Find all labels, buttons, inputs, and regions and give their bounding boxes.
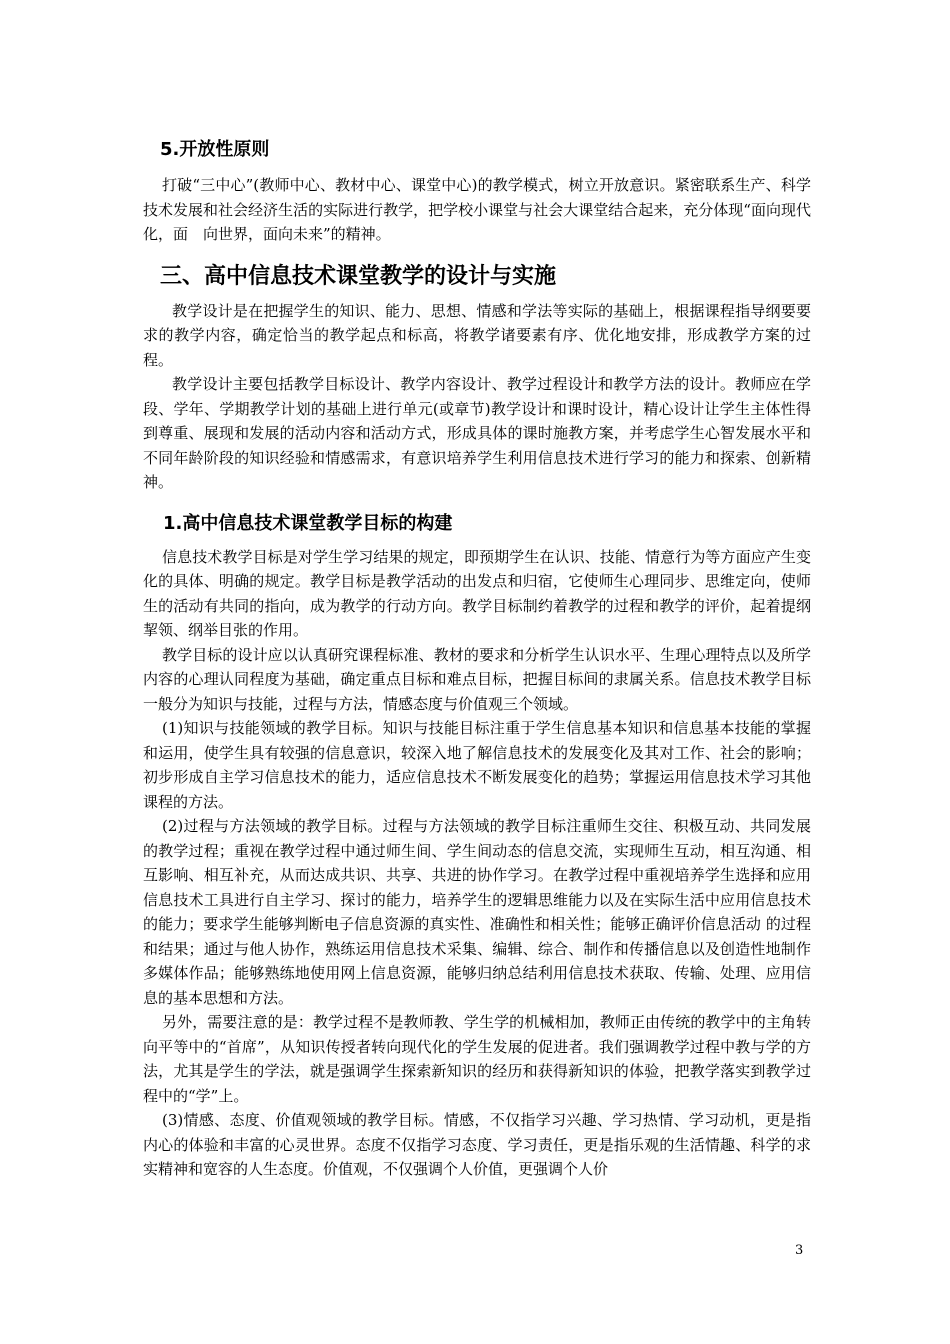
paragraph-goal-knowledge-skills: (1)知识与技能领域的教学目标。知识与技能目标注重于学生信息基本知识和信息基本技能的掌握和运用，使学生具有较强的信息意识，较深入地了解信息技术的发展变化及其对工作、社会的影响；初步形成自主学习信息技术的能力，适应信息技术不断发展变化的趋势；掌握运用信息技术学习其他课程的方法。 [143, 719, 811, 811]
paragraph-design-definition: 教学设计是在把握学生的知识、能力、思想、情感和学法等实际的基础上，根据课程指导纲要要求的教学内容，确定恰当的教学起点和标高，将教学诸要素有序、优化地安排，形成教学方案的过程。 [143, 301, 811, 369]
paragraph-goals-design: 教学目标的设计应以认真研究课程标准、教材的要求和分析学生认识水平、生理心理特点以及所学内容的心理认同程度为基础，确定重点目标和难点目标，把握目标间的隶属关系。信息技术教学目标一般分为知识与技能，过程与方法，情感态度与价值观三个领域。 [143, 645, 811, 713]
paragraph-goals-definition: 信息技术教学目标是对学生学习结果的规定，即预期学生在认识、技能、情意行为等方面应产生变化的具体、明确的规定。教学目标是教学活动的出发点和归宿，它使师生心理同步、思维定向，使师生的活动有共同的指向，成为教学的行动方向。教学目标制约着教学的过程和教学的评价，起着提纲挈领、纲举目张的作用。 [143, 547, 811, 639]
paragraph-goal-process-methods: (2)过程与方法领域的教学目标。过程与方法领域的教学目标注重师生交往、积极互动、共同发展的教学过程；重视在教学过程中通过师生间、学生间动态的信息交流，实现师生互动，相互沟通、相互影响、相互补充，从而达成共识、共享、共进的协作学习。在教学过程中重视培养学生选择和应用信息技术工具进行自主学习、探讨的能力，培养学生的逻辑思维能力以及在实际生活中应用信息技术的能力；要求学生能够判断电子信息资源的真实性、准确性和相关性；能够正确评价信息活动 的过程和结果；通过与他人协作，熟练运用信息技术采集、编辑、综合、制作和传播信息以及创造性地制作多媒体作品；能够熟练地使用网上信息资源，能够归纳总结利用信息技术获取、传输、处理、应用信息的基本思想和方法。 [143, 817, 811, 1007]
section-heading-goals: 1.高中信息技术课堂教学目标的构建 [163, 512, 453, 534]
page-number: 3 [795, 1243, 804, 1258]
paragraph-openness: 打破“三中心”(教师中心、教材中心、课堂中心)的教学模式，树立开放意识。紧密联系生产、科学技术发展和社会经济生活的实际进行教学，把学校小课堂与社会大课堂结合起来，充分体现“面向现代化，面 向世界，面向未来”的精神。 [143, 176, 811, 243]
section-heading-openness: 5.开放性原则 [160, 139, 270, 160]
paragraph-note: 另外，需要注意的是：教学过程不是教师教、学生学的机械相加，教师正由传统的教学中的主角转向平等中的“首席”，从知识传授者转向现代化的学生发展的促进者。我们强调教学过程中教与学的方法，尤其是学生的学法，就是强调学生探索新知识的经历和获得新知识的体验，把教学落实到教学过程中的“学”上。 [143, 1013, 811, 1105]
page-content [143, 135, 811, 1182]
paragraph-design-content: 教学设计主要包括教学目标设计、教学内容设计、教学过程设计和教学方法的设计。教师应在学段、学年、学期教学计划的基础上进行单元(或章节)教学设计和课时设计，精心设计让学生主体性得到尊重、展现和发展的活动内容和活动方式，形成具体的课时施教方案，并考虑学生心智发展水平和不同年龄阶段的知识经验和情感需求，有意识培养学生利用信息技术进行学习的能力和探索、创新精神。 [143, 375, 811, 491]
chapter-heading-design: 三、高中信息技术课堂教学的设计与实施 [160, 263, 557, 289]
paragraph-goal-emotion-values: (3)情感、态度、价值观领域的教学目标。情感，不仅指学习兴趣、学习热情、学习动机，更是指内心的体验和丰富的心灵世界。态度不仅指学习态度、学习责任，更是指乐观的生活情趣、科学的求实精神和宽容的人生态度。价值观，不仅强调个人价值，更强调个人价 [143, 1111, 811, 1178]
